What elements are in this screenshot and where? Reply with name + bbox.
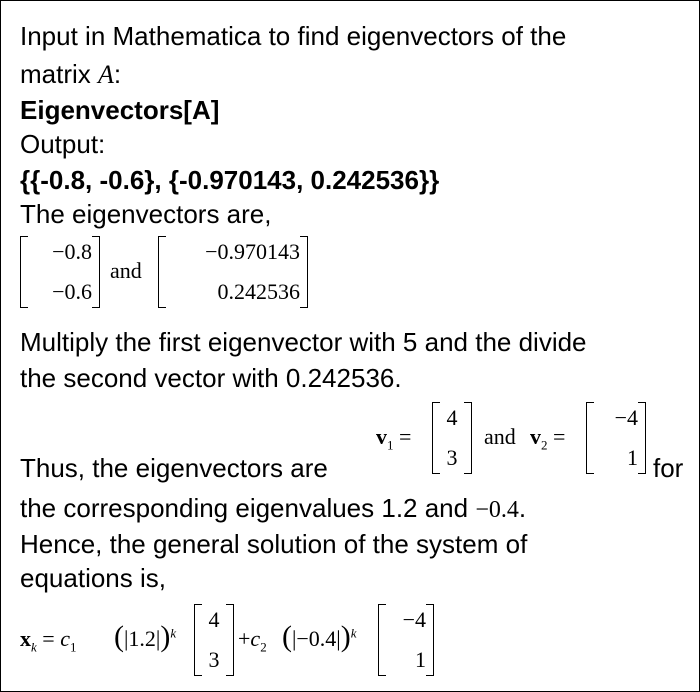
line-divide: the second vector with 0.242536.: [20, 363, 402, 393]
eigenvalues-text: the corresponding eigenvalues 1.2 and: [20, 493, 469, 523]
solution-v1-entry-1: 4: [208, 607, 220, 632]
v1-entry-2: 3: [446, 445, 458, 470]
v1-entry-1: 4: [446, 405, 458, 430]
eigenvector-2-entry-1: −0.970143: [205, 239, 300, 264]
line-equations: equations is,: [20, 563, 166, 593]
solution-lhs: $x_k = c_1$: [20, 626, 77, 655]
solution-eigenvalue-2: $(|-0.4|)^k$: [282, 620, 357, 653]
line-matrix-label: [20, 58, 121, 91]
line-output-label: Output:: [20, 129, 106, 159]
v2-entry-1: −4: [614, 405, 638, 430]
line-multiply: Multiply the first eigenvector with 5 and the divide: [20, 327, 587, 357]
matrix-text: matrix: [20, 59, 98, 89]
eigenvector-2-entry-2: 0.242536: [217, 279, 300, 304]
v1-label: $v_1$ =: [376, 424, 412, 453]
eigenvector-2-matrix: [158, 236, 308, 308]
solution-v2-matrix: [378, 604, 434, 676]
solution-v1-matrix: [194, 604, 234, 676]
v2-label: $v_2$ =: [530, 424, 566, 453]
v1-matrix: [432, 402, 472, 474]
matrix-variable: A: [98, 60, 114, 89]
for-word: for: [653, 453, 684, 483]
eigenvector-1-entry-1: −0.8: [52, 239, 92, 264]
eigenvector-1-entry-2: −0.6: [52, 279, 92, 304]
line-eigenvalues: [20, 492, 526, 526]
line-output-value: {{-0.8, -0.6}, {-0.970143, 0.242536}}: [20, 165, 440, 195]
solution-eigenvalue-1: $(|1.2|)^k$: [114, 620, 177, 653]
line-eigenvectors-are: The eigenvectors are,: [20, 199, 272, 229]
eigenvalues-period: .: [518, 493, 527, 523]
line-hence: Hence, the general solution of the system of: [20, 529, 528, 559]
v2-entry-2: 1: [627, 445, 638, 470]
solution-v2-entry-1: −4: [402, 607, 426, 632]
and-word-2: and: [484, 424, 516, 449]
line-input-command: Eigenvectors[A]: [20, 95, 220, 125]
solution-v1-entry-2: 3: [208, 647, 220, 672]
solution-v2-entry-2: 1: [415, 647, 426, 672]
eigenvector-1-matrix: [20, 236, 100, 308]
solution-second-term: $+c_2$: [238, 626, 267, 655]
and-word-1: and: [110, 258, 142, 283]
line-thus: Thus, the eigenvectors are: [20, 453, 328, 483]
v2-matrix: [586, 402, 646, 474]
matrix-colon: :: [113, 59, 122, 89]
eigenvalue-neg: −0.4: [475, 497, 519, 523]
line-intro: Input in Mathematica to find eigenvectors of the: [20, 21, 567, 51]
